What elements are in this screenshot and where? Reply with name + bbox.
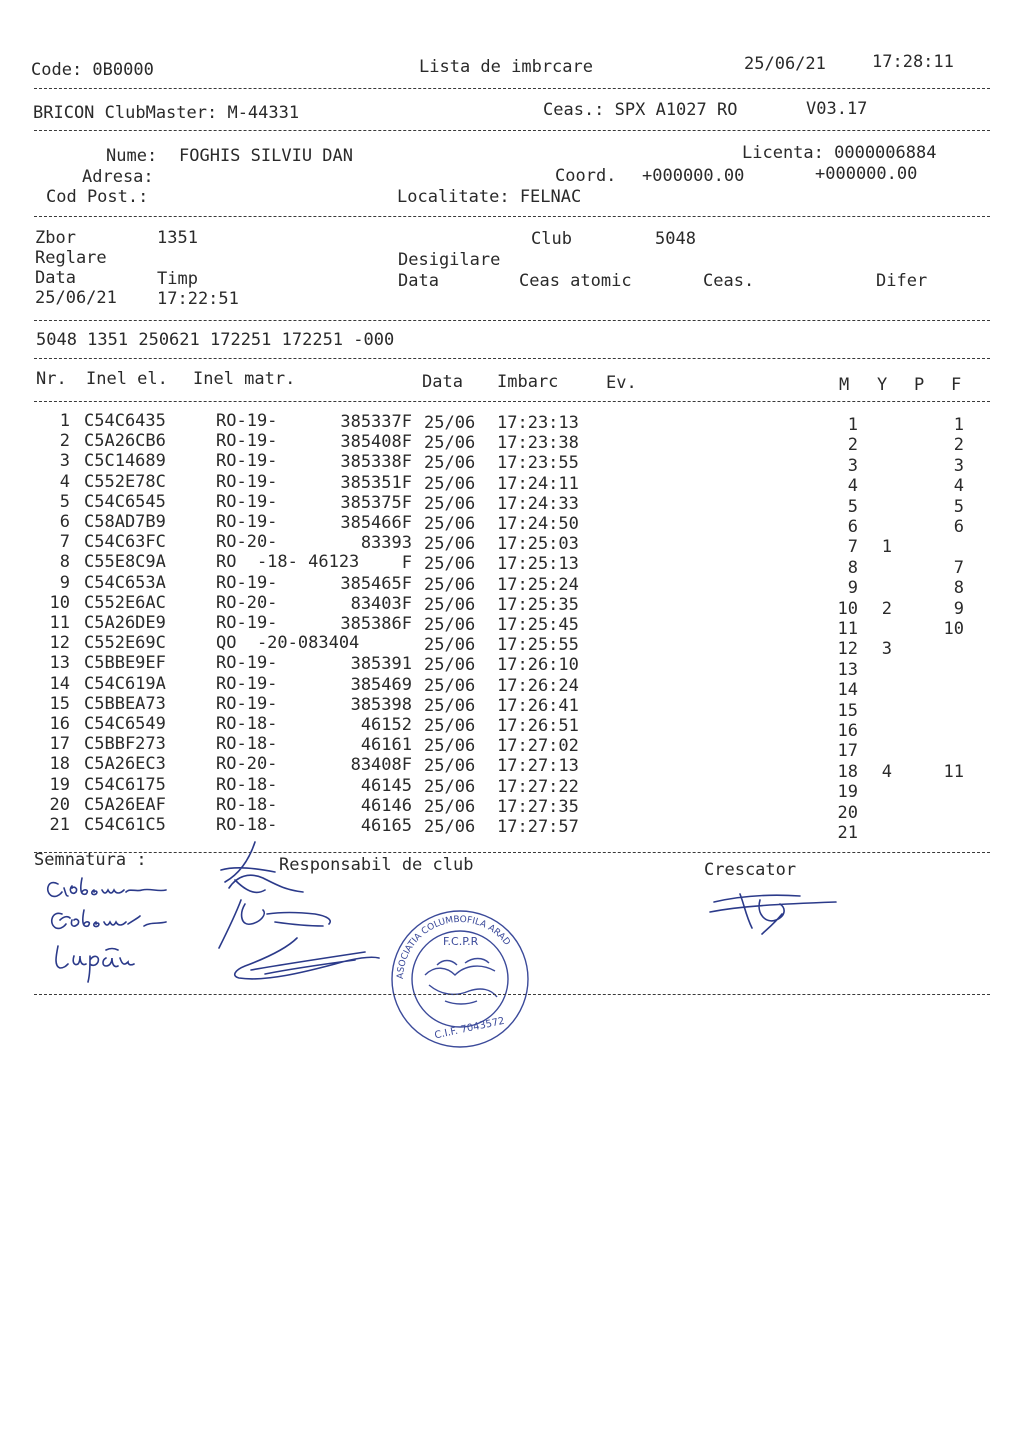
signature-label: Semnatura :: [34, 850, 147, 870]
row-basketing-time: 17:25:45: [497, 615, 579, 635]
row-ring-number: 83408F: [350, 755, 412, 775]
row-number: 5: [59, 492, 70, 512]
row-y-value: 4: [881, 762, 892, 782]
club-stamp: [385, 905, 535, 1053]
row-f-value: 3: [953, 456, 964, 476]
row-date: 25/06: [424, 595, 476, 615]
locality: Localitate: FELNAC: [397, 187, 582, 207]
col-header-nr: Nr.: [36, 369, 67, 389]
row-ring-number: 385391: [350, 654, 412, 674]
header-time: 17:28:11: [872, 52, 954, 72]
flight-number: 1351: [157, 228, 198, 248]
breeder-signature: [700, 880, 850, 940]
row-ring-prefix: RO-19-: [216, 613, 278, 633]
row-m-value: 2: [847, 435, 858, 455]
header-date: 25/06/21: [744, 54, 826, 74]
row-ring-number: F: [401, 553, 412, 573]
row-electronic-ring: C54C619A: [84, 674, 166, 694]
row-date: 25/06: [424, 413, 476, 433]
address-label: Adresa:: [82, 167, 154, 187]
row-ring-prefix: RO-19-: [216, 451, 278, 471]
row-electronic-ring: C54C6549: [84, 714, 166, 734]
row-electronic-ring: C54C6175: [84, 775, 166, 795]
row-f-value: 7: [953, 558, 964, 578]
row-ring-prefix: RO-19-: [216, 472, 278, 492]
row-number: 10: [49, 593, 70, 613]
row-number: 3: [59, 451, 70, 471]
row-electronic-ring: C5A26EC3: [84, 754, 166, 774]
row-date: 25/06: [424, 474, 476, 494]
row-f-value: 9: [953, 599, 964, 619]
row-m-value: 17: [837, 741, 858, 761]
row-ring-number: 385337F: [340, 412, 412, 432]
row-ring-number: 83403F: [350, 594, 412, 614]
row-f-value: 8: [953, 578, 964, 598]
row-ring-number: 385375F: [340, 493, 412, 513]
clock-label: Ceas.: [703, 271, 755, 291]
setting-time-label: Timp: [157, 269, 198, 289]
col-header-y: Y: [877, 375, 888, 395]
divider: [34, 401, 990, 402]
row-ring-prefix: RO-19-: [216, 411, 278, 431]
row-y-value: 3: [881, 639, 892, 659]
row-basketing-time: 17:27:02: [497, 736, 579, 756]
row-ring-prefix: RO -18- 46123: [216, 552, 360, 572]
col-header-f: F: [951, 375, 962, 395]
row-date: 25/06: [424, 676, 476, 696]
row-m-value: 21: [837, 823, 858, 843]
row-m-value: 3: [847, 456, 858, 476]
row-number: 13: [49, 653, 70, 673]
row-f-value: 10: [943, 619, 964, 639]
row-basketing-time: 17:24:33: [497, 494, 579, 514]
setting-date: 25/06/21: [35, 288, 117, 308]
col-header-ring-electronic: Inel el.: [86, 369, 168, 389]
row-number: 6: [59, 512, 70, 532]
row-date: 25/06: [424, 736, 476, 756]
col-header-ring-number: Inel matr.: [193, 369, 296, 389]
atomic-clock-label: Ceas atomic: [519, 271, 632, 291]
row-ring-number: 385465F: [340, 574, 412, 594]
row-basketing-time: 17:23:55: [497, 453, 579, 473]
row-electronic-ring: C5A26EAF: [84, 795, 166, 815]
col-header-p: P: [914, 375, 925, 395]
col-header-basketing: Imbarc: [497, 372, 559, 392]
row-ring-prefix: RO-20-: [216, 532, 278, 552]
row-m-value: 1: [847, 415, 858, 435]
row-f-value: 4: [953, 476, 964, 496]
row-ring-number: 385351F: [340, 473, 412, 493]
row-ring-prefix: RO-19-: [216, 573, 278, 593]
setting-time: 17:22:51: [157, 289, 239, 309]
row-electronic-ring: C5BBE9EF: [84, 653, 166, 673]
row-m-value: 9: [847, 578, 858, 598]
row-ring-number: 46146: [360, 796, 412, 816]
clock-id: Ceas.: SPX A1027 RO: [543, 100, 738, 120]
row-electronic-ring: C552E6AC: [84, 593, 166, 613]
row-ring-number: 46165: [360, 816, 412, 836]
coord-longitude: +000000.00: [815, 164, 918, 184]
row-number: 2: [59, 431, 70, 451]
row-m-value: 7: [847, 537, 858, 557]
row-basketing-time: 17:26:51: [497, 716, 579, 736]
row-ring-number: 385469: [350, 675, 412, 695]
document-title: Lista de imbrcare: [419, 57, 593, 77]
row-m-value: 15: [837, 701, 858, 721]
row-ring-prefix: RO-18-: [216, 775, 278, 795]
row-electronic-ring: C5A26CB6: [84, 431, 166, 451]
row-basketing-time: 17:26:10: [497, 655, 579, 675]
row-electronic-ring: C5A26DE9: [84, 613, 166, 633]
divider: [34, 994, 990, 995]
row-basketing-time: 17:25:03: [497, 534, 579, 554]
row-date: 25/06: [424, 777, 476, 797]
breeder-label: Crescator: [704, 860, 797, 880]
row-basketing-time: 17:25:13: [497, 554, 579, 574]
row-ring-prefix: RO-19-: [216, 674, 278, 694]
row-date: 25/06: [424, 514, 476, 534]
row-electronic-ring: C54C653A: [84, 573, 166, 593]
row-ring-number: 385386F: [340, 614, 412, 634]
row-date: 25/06: [424, 817, 476, 837]
unsealing-label: Desigilare: [398, 250, 501, 270]
row-date: 25/06: [424, 554, 476, 574]
setting-label: Reglare: [35, 248, 107, 268]
row-number: 21: [49, 815, 70, 835]
flight-code-line: 5048 1351 250621 172251 172251 -000: [36, 330, 395, 350]
row-date: 25/06: [424, 696, 476, 716]
divider: [34, 88, 990, 89]
row-f-value: 1: [953, 415, 964, 435]
owner-name: FOGHIS SILVIU DAN: [179, 146, 353, 166]
row-m-value: 20: [837, 803, 858, 823]
row-m-value: 16: [837, 721, 858, 741]
club-label: Club: [531, 229, 572, 249]
row-basketing-time: 17:25:24: [497, 575, 579, 595]
row-m-value: 13: [837, 660, 858, 680]
row-number: 8: [59, 552, 70, 572]
row-ring-prefix: RO-19-: [216, 492, 278, 512]
row-m-value: 10: [837, 599, 858, 619]
difference-label: Difer: [876, 271, 928, 291]
club-responsible-label: Responsabil de club: [279, 855, 474, 875]
row-ring-prefix: RO-19-: [216, 694, 278, 714]
row-m-value: 11: [837, 619, 858, 639]
row-f-value: 11: [943, 762, 964, 782]
row-m-value: 8: [847, 558, 858, 578]
row-basketing-time: 17:24:50: [497, 514, 579, 534]
row-number: 12: [49, 633, 70, 653]
row-number: 16: [49, 714, 70, 734]
handwritten-names-signature: [40, 870, 190, 990]
row-f-value: 2: [953, 435, 964, 455]
row-ring-prefix: RO-19-: [216, 512, 278, 532]
row-date: 25/06: [424, 655, 476, 675]
row-number: 11: [49, 613, 70, 633]
row-basketing-time: 17:25:55: [497, 635, 579, 655]
row-ring-prefix: RO-18-: [216, 815, 278, 835]
row-m-value: 6: [847, 517, 858, 537]
row-ring-number: 385338F: [340, 452, 412, 472]
row-electronic-ring: C552E78C: [84, 472, 166, 492]
stamp-bottom-text: C.I.F. 7043572: [433, 1015, 506, 1042]
row-ring-number: 385408F: [340, 432, 412, 452]
divider: [34, 130, 990, 131]
row-basketing-time: 17:26:24: [497, 676, 579, 696]
row-electronic-ring: C5BBEA73: [84, 694, 166, 714]
stamp-ring-text: ASOCIATIA COLUMBOFILA ARAD: [395, 914, 512, 980]
row-electronic-ring: C5BBF273: [84, 734, 166, 754]
row-m-value: 14: [837, 680, 858, 700]
row-number: 9: [59, 573, 70, 593]
row-y-value: 1: [881, 537, 892, 557]
flight-label: Zbor: [35, 228, 76, 248]
row-basketing-time: 17:23:38: [497, 433, 579, 453]
row-ring-prefix: RO-20-: [216, 593, 278, 613]
row-electronic-ring: C54C63FC: [84, 532, 166, 552]
row-date: 25/06: [424, 756, 476, 776]
setting-date-label: Data: [35, 268, 76, 288]
row-date: 25/06: [424, 797, 476, 817]
row-basketing-time: 17:27:13: [497, 756, 579, 776]
row-electronic-ring: C5C14689: [84, 451, 166, 471]
club-responsible-signatures: [205, 840, 395, 990]
row-ring-prefix: RO-18-: [216, 714, 278, 734]
divider: [34, 358, 990, 359]
col-header-event: Ev.: [606, 373, 637, 393]
row-ring-number: 385398: [350, 695, 412, 715]
row-basketing-time: 17:27:57: [497, 817, 579, 837]
row-ring-prefix: RO-20-: [216, 754, 278, 774]
row-basketing-time: 17:27:22: [497, 777, 579, 797]
row-f-value: 5: [953, 497, 964, 517]
row-number: 7: [59, 532, 70, 552]
row-electronic-ring: C55E8C9A: [84, 552, 166, 572]
coord-label: Coord.: [555, 166, 617, 186]
row-number: 1: [59, 411, 70, 431]
row-ring-prefix: RO-19-: [216, 653, 278, 673]
unsealing-date-label: Data: [398, 271, 439, 291]
postal-code-label: Cod Post.:: [46, 187, 149, 207]
row-m-value: 5: [847, 497, 858, 517]
row-m-value: 19: [837, 782, 858, 802]
row-electronic-ring: C58AD7B9: [84, 512, 166, 532]
col-header-date: Data: [422, 372, 463, 392]
row-electronic-ring: C54C6435: [84, 411, 166, 431]
row-y-value: 2: [881, 599, 892, 619]
row-ring-number: 83393: [360, 533, 412, 553]
row-basketing-time: 17:24:11: [497, 474, 579, 494]
owner-name-label: Nume:: [106, 146, 158, 166]
row-number: 18: [49, 754, 70, 774]
row-ring-prefix: RO-18-: [216, 734, 278, 754]
row-number: 4: [59, 472, 70, 492]
row-ring-prefix: RO-19-: [216, 431, 278, 451]
col-header-m: M: [839, 375, 850, 395]
coord-latitude: +000000.00: [642, 166, 745, 186]
row-number: 19: [49, 775, 70, 795]
row-electronic-ring: C54C6545: [84, 492, 166, 512]
license-number: Licenta: 0000006884: [742, 143, 937, 163]
row-date: 25/06: [424, 615, 476, 635]
divider: [34, 852, 990, 853]
stamp-top-text: F.C.P.R: [443, 935, 479, 948]
club-number: 5048: [655, 229, 696, 249]
row-date: 25/06: [424, 534, 476, 554]
clubmaster-id: BRICON ClubMaster: M-44331: [33, 103, 300, 123]
row-date: 25/06: [424, 433, 476, 453]
row-number: 17: [49, 734, 70, 754]
row-date: 25/06: [424, 453, 476, 473]
row-ring-number: 46161: [360, 735, 412, 755]
row-electronic-ring: C552E69C: [84, 633, 166, 653]
row-basketing-time: 17:27:35: [497, 797, 579, 817]
row-electronic-ring: C54C61C5: [84, 815, 166, 835]
row-ring-prefix: QO -20-083404: [216, 633, 360, 653]
row-date: 25/06: [424, 716, 476, 736]
row-m-value: 4: [847, 476, 858, 496]
row-number: 20: [49, 795, 70, 815]
row-m-value: 18: [837, 762, 858, 782]
firmware-version: V03.17: [806, 99, 868, 119]
divider: [34, 216, 990, 217]
divider: [34, 320, 990, 321]
row-basketing-time: 17:25:35: [497, 595, 579, 615]
document-code: Code: 0B0000: [31, 60, 154, 80]
row-date: 25/06: [424, 494, 476, 514]
row-number: 14: [49, 674, 70, 694]
row-date: 25/06: [424, 575, 476, 595]
row-m-value: 12: [837, 639, 858, 659]
row-ring-number: 46145: [360, 776, 412, 796]
row-date: 25/06: [424, 635, 476, 655]
row-ring-number: 385466F: [340, 513, 412, 533]
row-basketing-time: 17:23:13: [497, 413, 579, 433]
row-ring-number: 46152: [360, 715, 412, 735]
row-f-value: 6: [953, 517, 964, 537]
row-basketing-time: 17:26:41: [497, 696, 579, 716]
row-ring-prefix: RO-18-: [216, 795, 278, 815]
row-number: 15: [49, 694, 70, 714]
